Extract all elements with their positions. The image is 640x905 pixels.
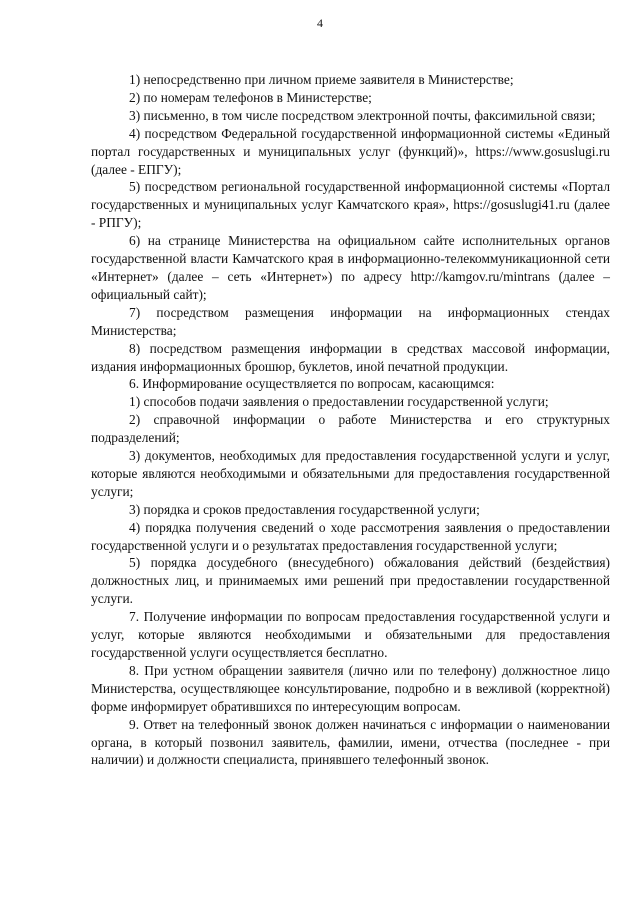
paragraph: 4) порядка получения сведений о ходе рассмотрения заявления о предоставлении государственной услуги и о результатах предоставления государственной услуги;	[91, 519, 610, 553]
paragraph: 7) посредством размещения информации на информационных стендах Министерства;	[91, 304, 610, 338]
paragraph: 5) порядка досудебного (внесудебного) обжалования действий (бездействия) должностных лиц, и принимаемых ими решений при предоставлении государственной услуги.	[91, 555, 610, 607]
paragraph: 5) посредством региональной государственной информационной системы «Портал государственных и муниципальных услуг Камчатского края», https://gosuslugi41.ru (далее - РПГУ);	[91, 179, 610, 231]
paragraph: 2) по номерам телефонов в Министерстве;	[129, 89, 372, 105]
paragraph: 3) порядка и сроков предоставления государственной услуги;	[129, 501, 480, 517]
paragraph: 6) на странице Министерства на официальном сайте исполнительных органов государственной власти Камчатского края в информационно-телекоммуникационной сети «Интернет» (далее – сеть «Интернет») по адресу http://kamgov.ru/mintrans (далее – официальный сайт);	[91, 233, 610, 302]
document-body	[91, 71, 610, 769]
paragraph: 1) непосредственно при личном приеме заявителя в Министерстве;	[129, 72, 514, 87]
paragraph: 8. При устном обращении заявителя (лично или по телефону) должностное лицо Министерства, осуществляющее консультирование, подробно и в вежливой (корректной) форме информирует обратившихся по интересующим вопросам.	[91, 662, 610, 714]
paragraph: 7. Получение информации по вопросам предоставления государственной услуги и услуг, которые являются необходимыми и обязательными для предоставления государственной услуги осуществляется бесплатно.	[91, 609, 610, 660]
paragraph: 6. Информирование осуществляется по вопросам, касающимся:	[129, 376, 495, 392]
paragraph: 1) способов подачи заявления о предоставлении государственной услуги;	[129, 394, 549, 410]
paragraph: 4) посредством Федеральной государственной информационной системы «Единый портал государственных и муниципальных услуг (функций)», https://www.gosuslugi.ru (далее - ЕПГУ);	[91, 125, 610, 177]
paragraph: 9. Ответ на телефонный звонок должен начинаться с информации о наименовании органа, в который позвонил заявитель, фамилии, имени, отчества (последнее - при наличии) и должности специалиста, принявшего телефонный звонок.	[91, 716, 610, 768]
paragraph: 3) письменно, в том числе посредством электронной почты, факсимильной связи;	[129, 107, 596, 123]
paragraph: 3) документов, необходимых для предоставления государственной услуги и услуг, которые являются необходимыми и обязательными для предоставления государственной услуги;	[91, 448, 610, 499]
page-number: 4	[317, 16, 323, 30]
paragraph: 2) справочной информации о работе Министерства и его структурных подразделений;	[91, 412, 610, 446]
paragraph: 8) посредством размещения информации в средствах массовой информации, издания информационных брошюр, буклетов, иной печатной продукции.	[91, 340, 610, 374]
